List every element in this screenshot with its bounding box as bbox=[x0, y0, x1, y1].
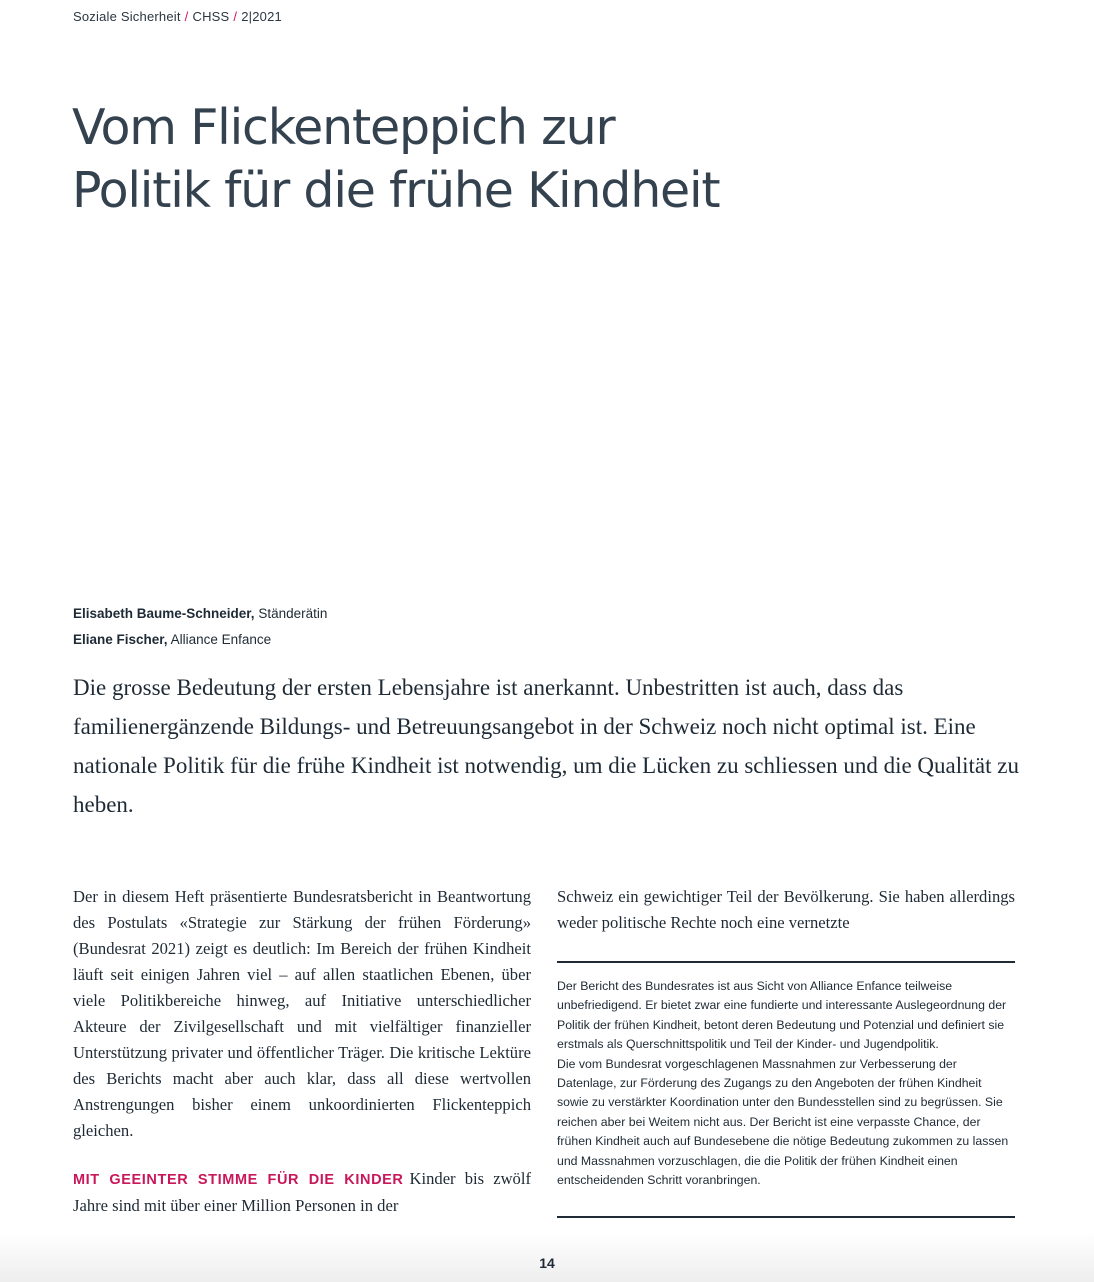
author-2-name: Eliane Fischer, bbox=[73, 632, 168, 647]
issue-code: CHSS bbox=[192, 9, 230, 24]
author-1 bbox=[73, 601, 327, 627]
info-box bbox=[557, 961, 1015, 1218]
body-paragraph-2 bbox=[73, 1166, 531, 1219]
section-subheading: MIT GEEINTER STIMME FÜR DIE KINDER bbox=[73, 1172, 404, 1188]
title-line-1: Vom Flickenteppich zur bbox=[72, 99, 615, 156]
article-title bbox=[72, 96, 972, 222]
author-2-role: Alliance Enfance bbox=[170, 632, 272, 647]
author-2 bbox=[73, 627, 327, 653]
info-box-paragraph-1: Der Bericht des Bundesrates ist aus Sicht von Alliance Enfance teilweise unbefriedigend. Er bietet zwar eine fundierte und interessante Auslegeordnung der Politik der frühen Kindheit, betont deren Bedeutung und Potenzial und definiert sie erstmals als Querschnittspolitik und Teil der Kinder- und Jugendpolitik. bbox=[557, 979, 1007, 1052]
magazine-name: Soziale Sicherheit bbox=[73, 9, 181, 24]
author-1-name: Elisabeth Baume-Schneider, bbox=[73, 606, 255, 621]
info-box-paragraph-2: Die vom Bundesrat vorgeschlagenen Massnahmen zur Verbesserung der Datenlage, zur Förderung des Zugangs zu den Angeboten der frühen Kindheit sowie zu verstärkter Koordination unter den Bundesstellen sind zu begrüssen. Sie reichen aber bei Weitem nicht aus. Der Bericht ist eine verpasste Chance, der frühen Kindheit auch auf Bundesebene die nötige Bedeutung zukommen zu lassen und Massnahmen vorzuschlagen, die die Politik der frühen Kindheit einen entscheidenden Schritt voranbringen. bbox=[557, 1056, 1009, 1188]
author-list bbox=[73, 601, 327, 653]
title-line-2: Politik für die frühe Kindheit bbox=[72, 162, 720, 219]
lead-paragraph: Die grosse Bedeutung der ersten Lebensjahre ist anerkannt. Unbestritten ist auch, dass das familienergänzende Bildungs- und Betreuungsangebot in der Schweiz noch nicht optimal ist. Eine nationale Politik für die frühe Kindheit ist notwendig, um die Lücken zu schliessen und die Qualität zu heben. bbox=[73, 675, 1019, 817]
header-separator: / bbox=[233, 9, 238, 24]
body-paragraph-1: Der in diesem Heft präsentierte Bundesratsbericht in Beantwortung des Postulats «Strategie zur Stärkung der frühen Förderung» (Bundesrat 2021) zeigt es deutlich: Im Bereich der frühen Kindheit läuft seit einigen Jahren viel – auf allen staatlichen Ebenen, über viele Politikbereiche hinweg, auf Initiative unterschiedlicher Akteure der Zivilgesellschaft und mit vielfältiger finanzieller Unterstützung privater und öffentlicher Träger. Die kritische Lektüre des Berichts macht aber auch klar, dass all diese wertvollen Anstrengungen bisher einem unkoordinierten Flickenteppich gleichen. bbox=[73, 887, 531, 1140]
body-column-left bbox=[73, 884, 531, 1241]
body-continuation: Schweiz ein gewichtiger Teil der Bevölkerung. Sie haben allerdings weder politische Rechte noch eine vernetzte bbox=[557, 887, 1015, 932]
header-separator: / bbox=[184, 9, 189, 24]
page-number: 14 bbox=[539, 1255, 555, 1271]
running-header bbox=[73, 9, 282, 24]
body-paragraph-2-text: Kinder bis zwölf Jahre sind mit über einer Million Personen in der bbox=[73, 1169, 531, 1215]
issue-number: 2|2021 bbox=[241, 9, 282, 24]
body-column-right bbox=[557, 884, 1015, 936]
author-1-role: Ständerätin bbox=[258, 606, 328, 621]
